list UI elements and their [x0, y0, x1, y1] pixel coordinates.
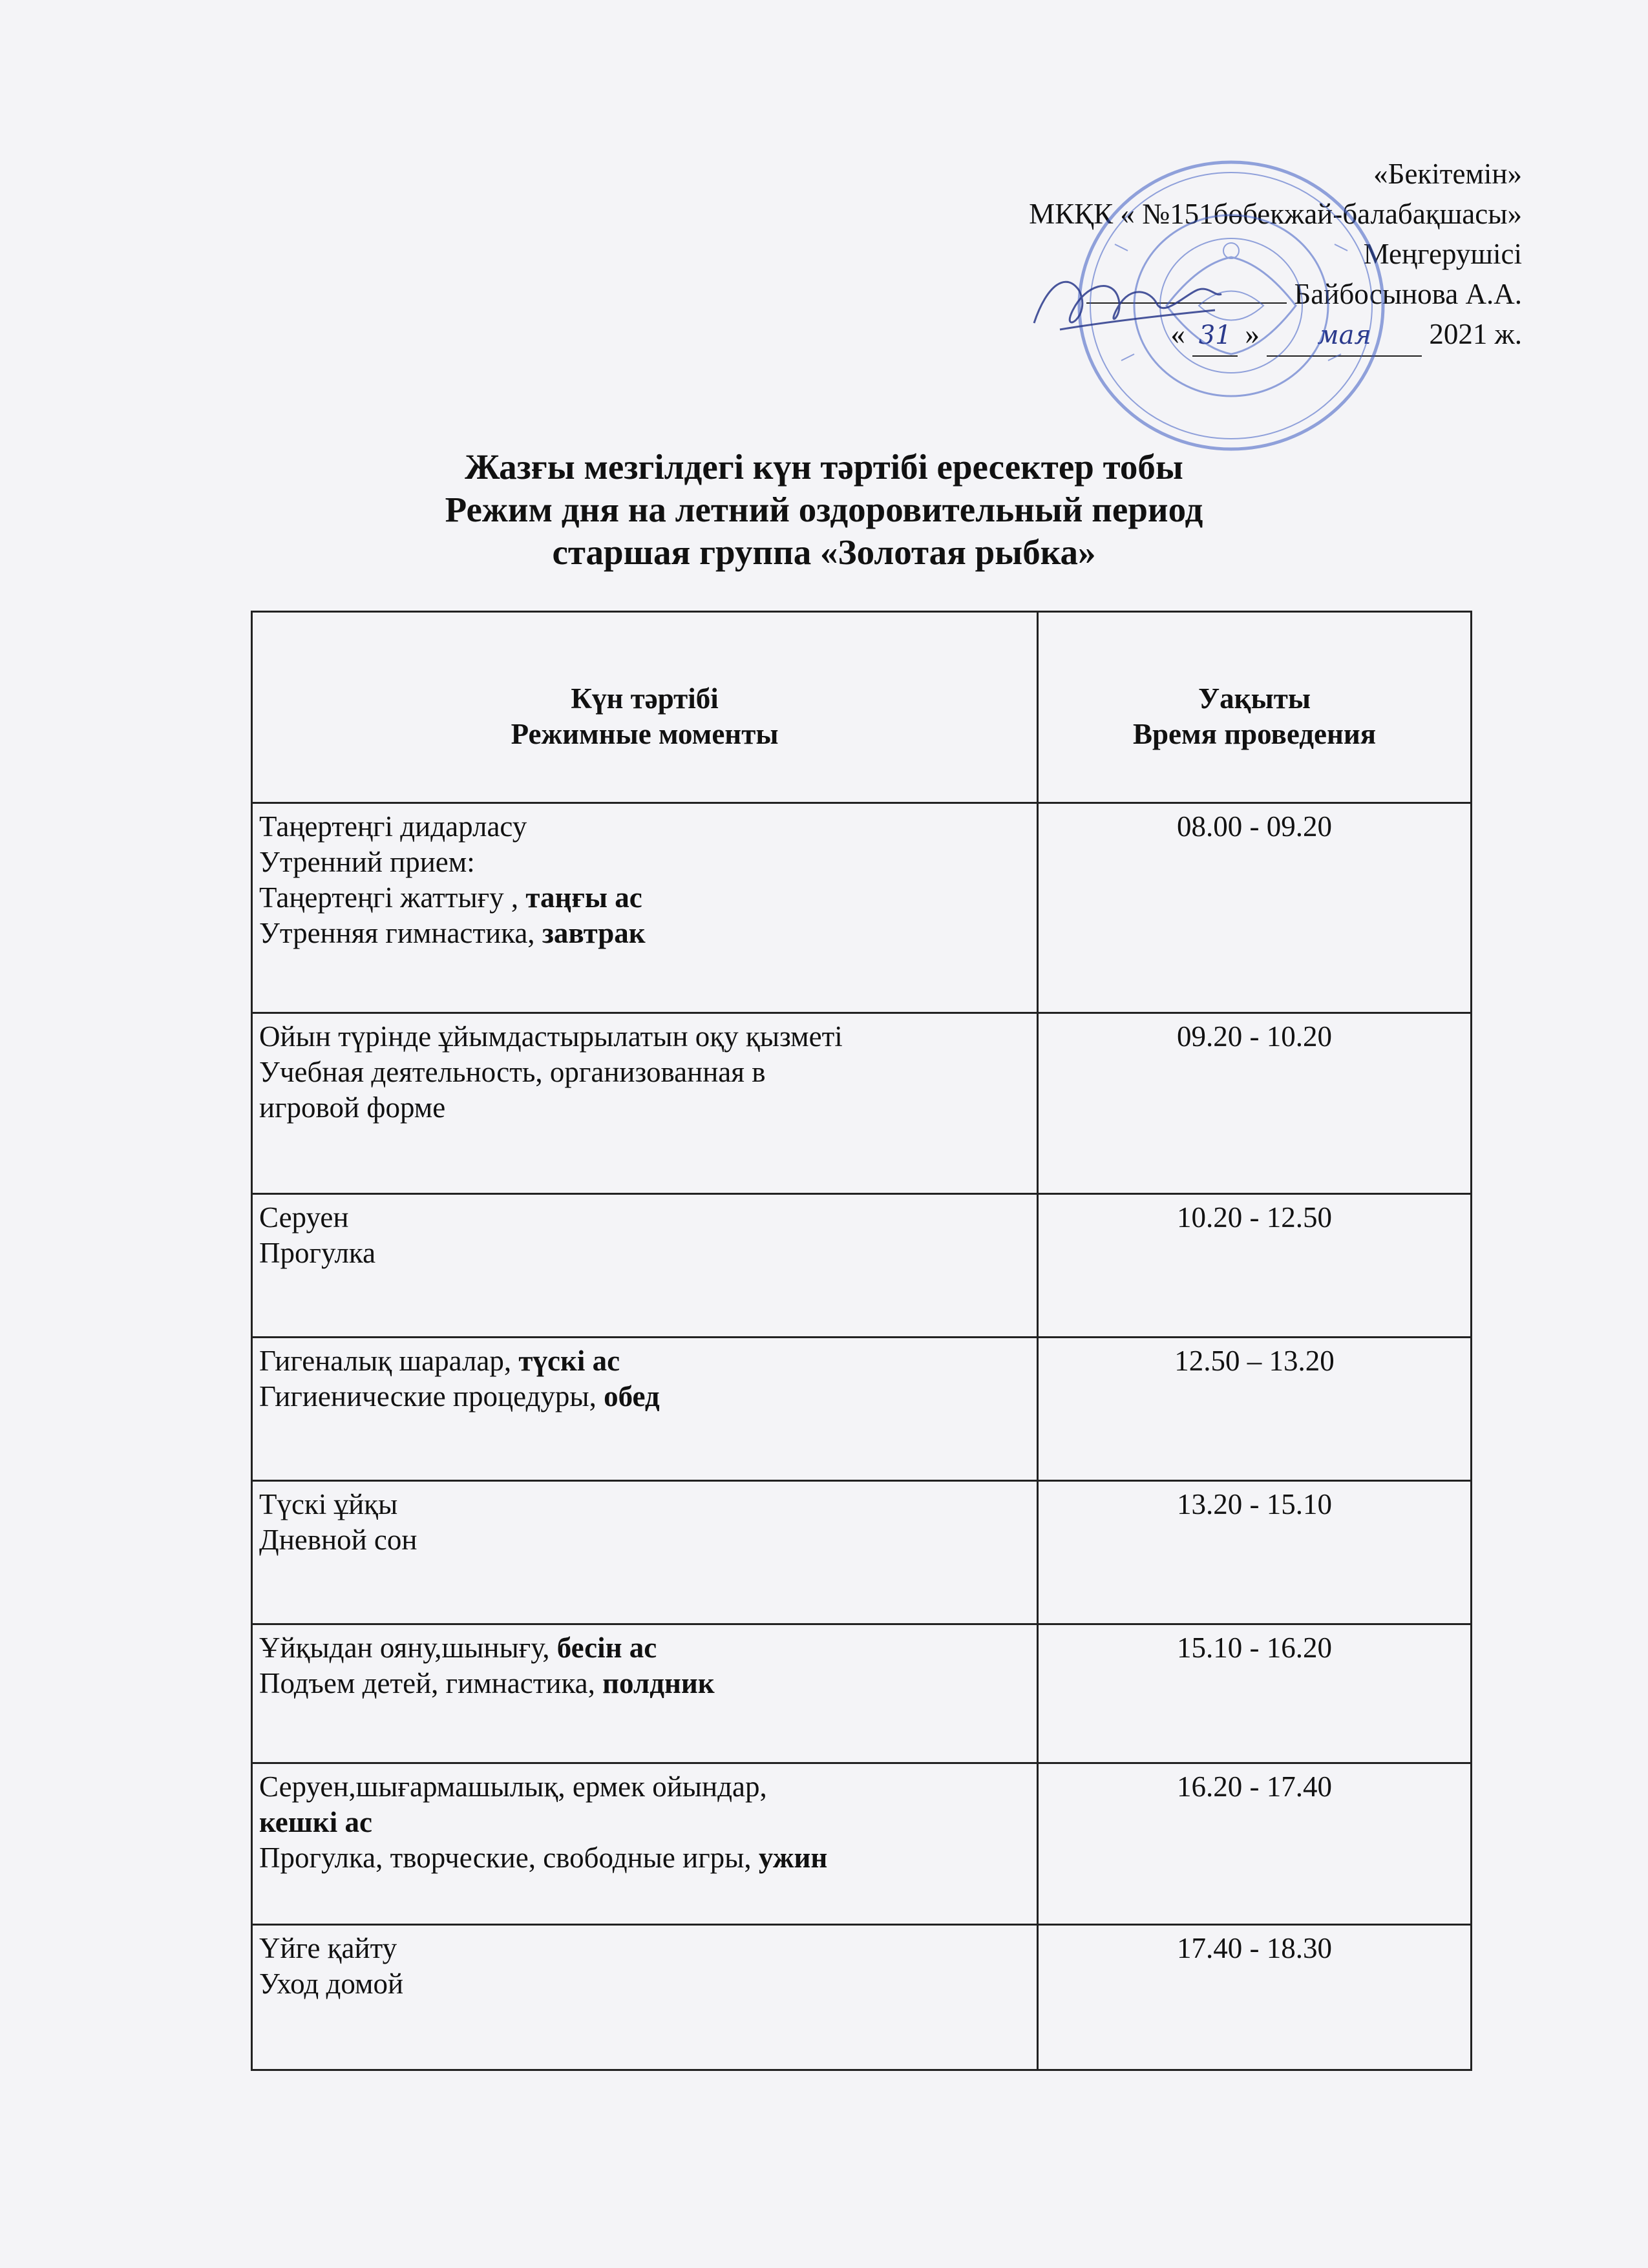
- time-cell: 09.20 - 10.20: [1038, 1013, 1472, 1194]
- activity-cell: Гигеналық шаралар, түскі ас Гигиенические процедуры, обед: [252, 1338, 1038, 1481]
- document-title: [0, 446, 1648, 574]
- table-row: [252, 1925, 1472, 2070]
- activity-cell: Таңертеңгі дидарласу Утренний прием: Таңертеңгі жаттығу , таңғы ас Утренняя гимнастика, завтрак: [252, 803, 1038, 1013]
- time-cell: 10.20 - 12.50: [1038, 1194, 1472, 1338]
- time-cell: 15.10 - 16.20: [1038, 1624, 1472, 1763]
- table-row: [252, 1013, 1472, 1194]
- approval-name-line: [682, 274, 1522, 314]
- approval-block: [682, 154, 1522, 357]
- approval-title: «Бекітемін»: [1373, 158, 1522, 190]
- time-cell: 17.40 - 18.30: [1038, 1925, 1472, 2070]
- approval-date: « 31 » мая 2021 ж.: [682, 314, 1522, 357]
- title-line-ru: Режим дня на летний оздоровительный период: [445, 490, 1203, 529]
- activity-cell: Ұйқыдан ояну,шынығу, бесін ас Подъем детей, гимнастика, полдник: [252, 1624, 1038, 1763]
- approval-name: Байбосынова А.А.: [1294, 278, 1522, 310]
- table-row: [252, 1624, 1472, 1763]
- time-cell: 13.20 - 15.10: [1038, 1481, 1472, 1624]
- date-month: мая: [1267, 315, 1422, 357]
- table-row: [252, 1763, 1472, 1925]
- table-row: [252, 1338, 1472, 1481]
- title-line-kz: Жазғы мезгілдегі күн тәртібі ересектер тобы: [465, 447, 1183, 487]
- table-row: [252, 803, 1472, 1013]
- time-cell: 16.20 - 17.40: [1038, 1763, 1472, 1925]
- activity-cell: Үйге қайту Уход домой: [252, 1925, 1038, 2070]
- table-row: [252, 1194, 1472, 1338]
- time-cell: 08.00 - 09.20: [1038, 803, 1472, 1013]
- header-time: Уақыты Время проведения: [1038, 612, 1472, 803]
- approval-position: Меңгерушісі: [1363, 238, 1522, 270]
- table-header-row: [252, 612, 1472, 803]
- date-day: 31: [1192, 315, 1238, 357]
- date-year: 2021 ж.: [1429, 318, 1522, 350]
- header-activity: Күн тәртібі Режимные моменты: [252, 612, 1038, 803]
- activity-cell: Серуен Прогулка: [252, 1194, 1038, 1338]
- activity-cell: Түскі ұйқы Дневной сон: [252, 1481, 1038, 1624]
- table-row: [252, 1481, 1472, 1624]
- activity-cell: Серуен,шығармашылық, ермек ойындар, кешкі ас Прогулка, творческие, свободные игры, ужин: [252, 1763, 1038, 1925]
- schedule-table: [251, 611, 1472, 2071]
- approval-institution: МКҚК « №151бөбекжай-балабақшасы»: [1029, 198, 1522, 230]
- title-line-group: старшая группа «Золотая рыбка»: [552, 532, 1096, 572]
- activity-cell: Ойын түрінде ұйымдастырылатын оқу қызметі Учебная деятельность, организованная в игровой форме: [252, 1013, 1038, 1194]
- time-cell: 12.50 – 13.20: [1038, 1338, 1472, 1481]
